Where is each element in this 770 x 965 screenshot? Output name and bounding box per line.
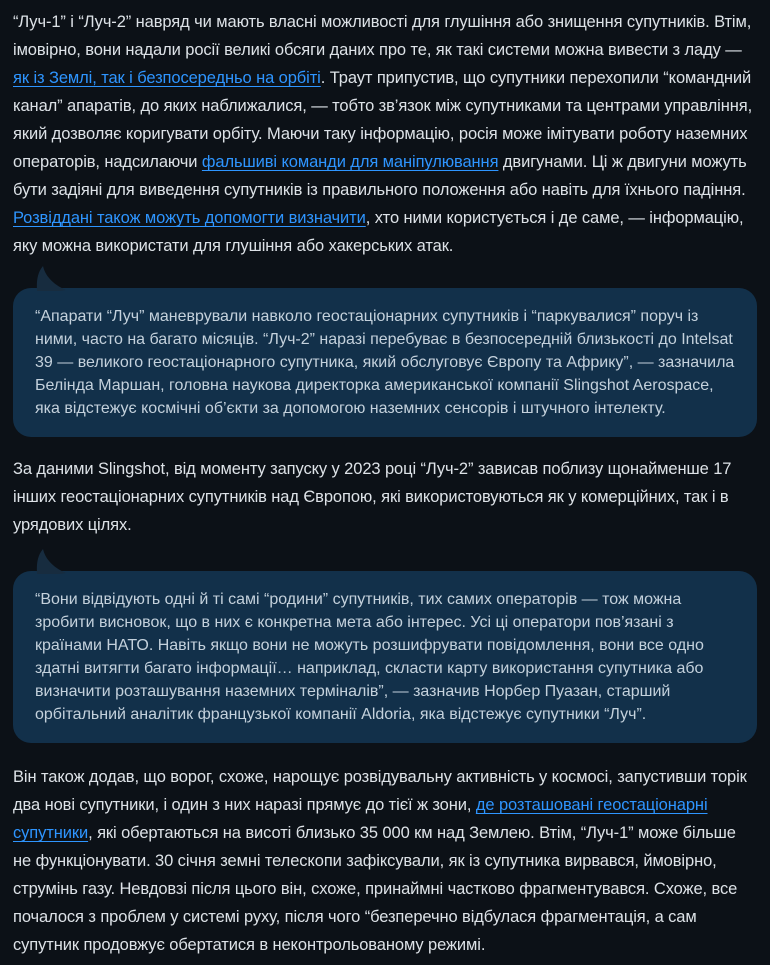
quote-bubble (13, 571, 757, 743)
quote-text: “Апарати “Луч” маневрували навколо геостаціонарних супутників і “паркувалися” поруч із ними, часто на багато місяців. “Луч-2” наразі перебуває в безпосередній близькості до Intelsat 39 — великого геостаціонарного супутника, який обслуговує Європу та Африку”, — зазначила Белінда Маршан, головна наукова директорка американської компанії Slingshot Aerospace, яка відстежує космічні об’єкти за допомогою наземних сенсорів і штучного інтелекту. (35, 308, 735, 417)
link-disable-from-earth-or-orbit[interactable]: як із Землі, так і безпосередньо на орбіті (13, 69, 321, 87)
quote-block-marshan (13, 266, 757, 437)
paragraph-text: двигунами. Ці ж двигуни можуть бути задіяні для виведення супутників із правильного положення або навіть для їхнього падіння. (13, 153, 747, 199)
paragraph-text: “Луч-1” і “Луч-2” навряд чи мають власні можливості для глушіння або знищення супутників. Втім, імовірно, вони надали росії великі обсяги даних про те, як такі системи можна вивести з ладу — (13, 13, 752, 59)
link-intel-helps-identify[interactable]: Розвіддані також можуть допомогти визначити (13, 209, 366, 227)
paragraph-intro (13, 8, 757, 260)
paragraph-text: За даними Slingshot, від моменту запуску у 2023 році “Луч-2” зависав поблизу щонайменше 17 інших геостаціонарних супутників над Європою, які використовуються як у комерційних, так і в урядових цілях. (13, 460, 732, 534)
quote-bubble (13, 288, 757, 437)
paragraph-text: Він також додав, що ворог, схоже, нарощує розвідувальну активність у космосі, запустивши торік два нові супутники, і один з них наразі прямує до тієї ж зони, (13, 768, 747, 814)
quote-text: “Вони відвідують одні й ті самі “родини” супутників, тих самих операторів — тож можна зробити висновок, що в них є конкретна мета або інтерес. Усі ці оператори пов’язані з країнами НАТО. Навіть якщо вони не можуть розшифрувати повідомлення, вони все одно здатні витягти багато інформації… наприклад, скласти карту використання супутника або визначити розташування наземних терміналів”, — зазначив Норбер Пуазан, старший орбітальний аналітик французької компанії Aldoria, яка відстежує супутники “Луч”. (35, 591, 704, 723)
link-geostationary-satellites-zone[interactable]: де розташовані геостаціонарні супутники (13, 796, 708, 842)
link-fake-engine-commands[interactable]: фальшиві команди для маніпулювання (201, 153, 499, 171)
paragraph-slingshot-data (13, 455, 757, 539)
paragraph-text: . Траут припустив, що супутники перехопили “командний канал” апаратів, до яких наближалися, — тобто зв’язок між супутниками та центрами управління, який дозволяє коригувати орбіту. Маючи таку інформацію, росія може імітувати роботу наземних операторів, надсилаючи (13, 69, 753, 171)
paragraph-text: , хто ними користується і де саме, — інформацію, яку можна використати для глушіння або хакерських атак. (13, 209, 744, 255)
paragraph-text: , які обертаються на висоті близько 35 000 км над Землею. Втім, “Луч-1” може більше не функціонувати. 30 січня земні телескопи зафіксували, як із супутника вирвався, ймовірно, струмінь газу. Невдовзі після цього він, схоже, принаймні частково фрагментувався. Схоже, все почалося з проблем у системі руху, після чого “безперечно відбулася фрагментація, а сам супутник продовжує обертатися в неконтрольованому режимі. (13, 824, 738, 954)
paragraph-luch1-status (13, 763, 757, 959)
quote-block-poisson (13, 549, 757, 743)
